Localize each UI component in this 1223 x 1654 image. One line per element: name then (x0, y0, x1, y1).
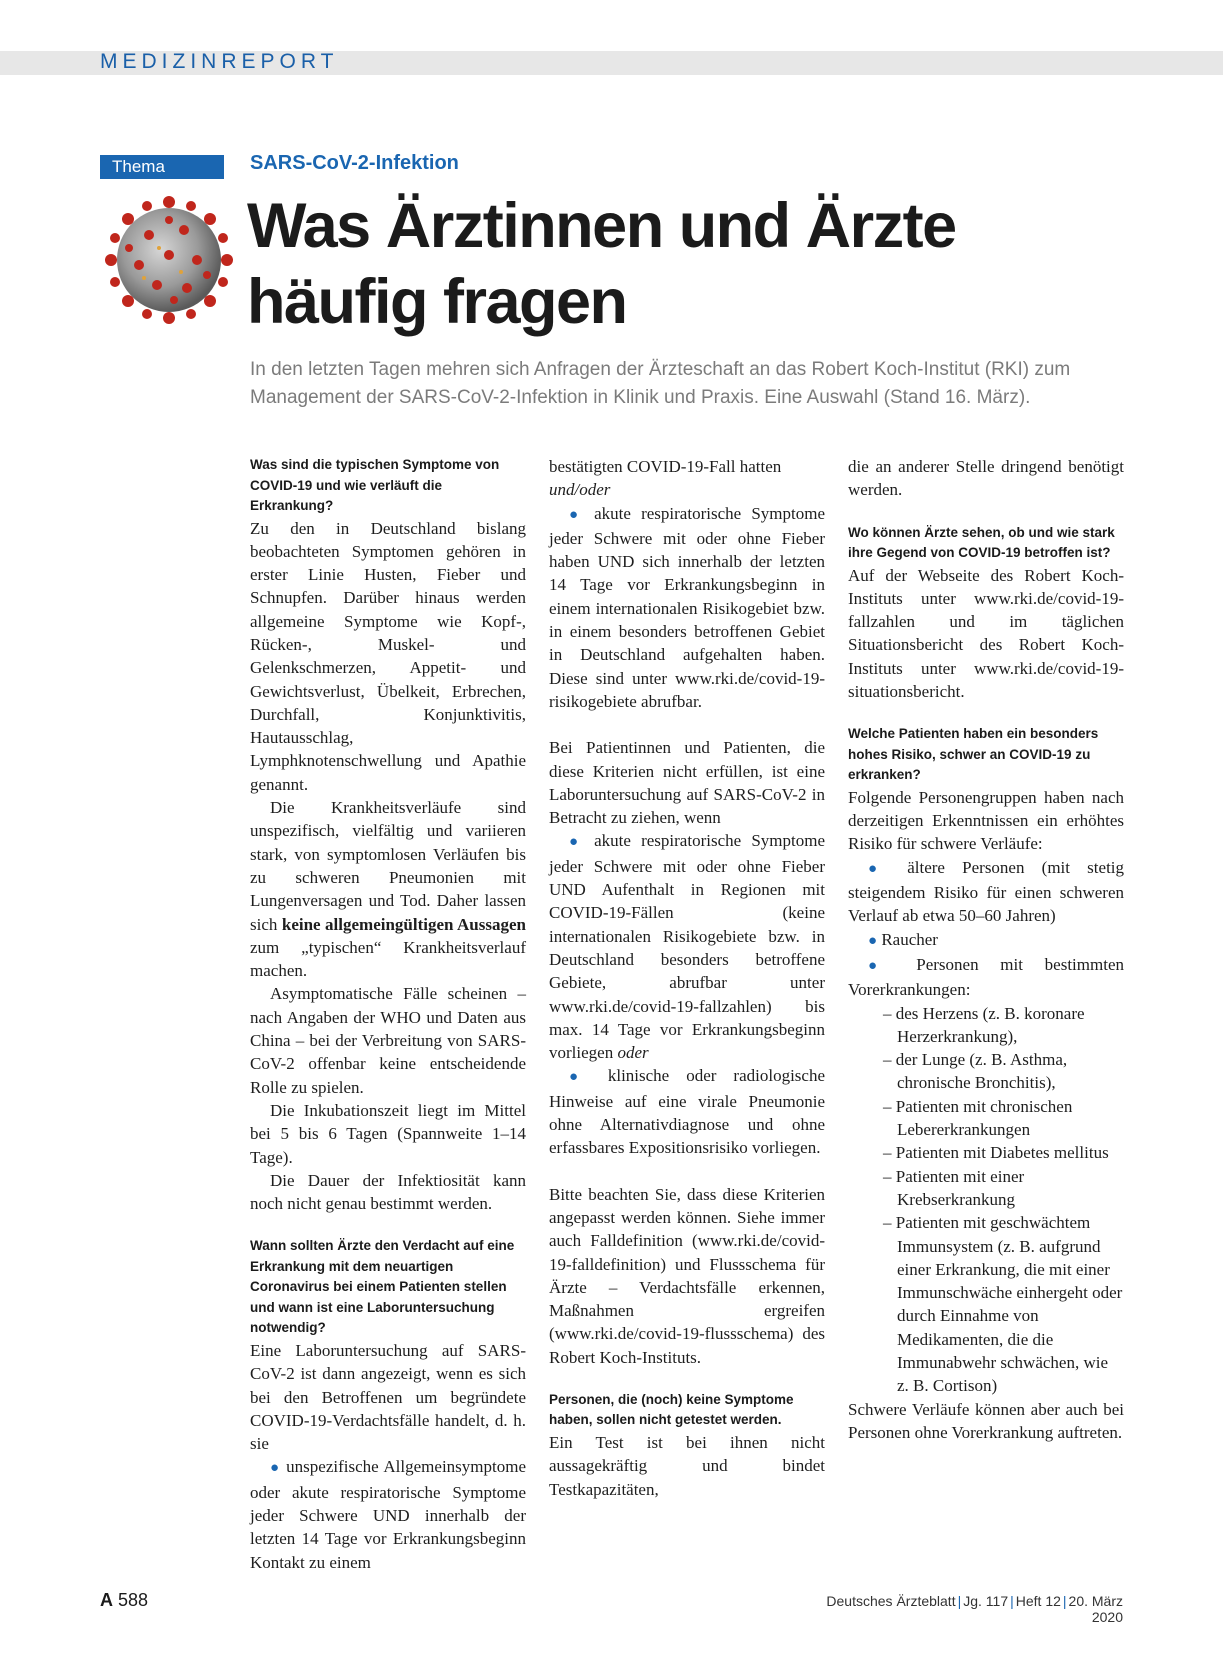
title-line-2: häufig fragen (247, 267, 627, 337)
paragraph: Asymptomatische Fälle scheinen – nach Angaben der WHO und Daten aus China – bei der Verbreitung von SARS-CoV-2 offenbar keine entscheidende Rolle zu spielen. (250, 984, 526, 1097)
question-heading: Wann sollten Ärzte den Verdacht auf eine Erkrankung mit dem neuartigen Coronavirus bei einem Patienten stellen und wann ist eine Laboruntersuchung notwendig? (250, 1238, 515, 1336)
title-line-1: Was Ärztinnen und Ärzte (247, 191, 956, 261)
bullet-icon: ● (868, 860, 891, 877)
dash-item: – Patienten mit geschwächtem Immunsystem (z. B. aufgrund einer Erkrankung, die mit einer Immunschwäche einhergeht oder durch Einnahme von Medikamenten, die die Immunabwehr schwächen, wie z. B. Cortison) (883, 1213, 1123, 1396)
bullet-item: ● unspezifische Allgemeinsymptome oder akute respiratorische Symptome jeder Schwere UND innerhalb der letzten 14 Tage vor Erkrankungsbeginn Kontakt zu einem (250, 1457, 526, 1572)
dash-item: – des Herzens (z. B. koronare Herzerkrankung), (883, 1003, 1085, 1046)
bullet-icon: ● (868, 932, 878, 949)
text-column-1 (250, 455, 526, 1574)
bullet-icon: ● (270, 1460, 281, 1477)
bullet-icon: ● (569, 1069, 591, 1086)
bullet-item: ● ältere Personen (mit stetig steigendem Risiko für einen schweren Verlauf ab etwa 50–60 Jahren) (848, 857, 1125, 926)
emphasis: keine allgemeingültigen Aussagen (281, 914, 526, 934)
coronavirus-icon (99, 190, 239, 330)
question-heading: Personen, die (noch) keine Symptome haben, sollen nicht getestet werden. (549, 1391, 794, 1428)
paragraph: die an anderer Stelle dringend benötigt werden. (848, 457, 1124, 500)
paragraph: Schwere Verläufe können aber auch bei Personen ohne Vorerkrankung auftreten. (848, 1399, 1124, 1442)
text-column-2 (549, 455, 825, 1501)
lead-paragraph: In den letzten Tagen mehren sich Anfragen der Ärzteschaft an das Robert Koch-Institut (RKI) zum Management der SARS-CoV-2-Infektion in Klinik und Praxis. Eine Auswahl (Stand 16. März). (250, 359, 1071, 408)
paragraph: bestätigten COVID-19-Fall hatten und/oder (549, 457, 782, 500)
paragraph: Zu den in Deutschland bislang beobachteten Symptomen gehören in erster Linie Husten, Fieber und Schnupfen. Darüber hinaus werden allgemeine Symptome wie Kopf-, Rücken-, Muskel- und Gelenkschmerzen, Appetit- und Gewichtsverlust, Übelkeit, Erbrechen, Durchfall, Konjunktivitis, Hautausschlag, Lymphknotenschwellung und Apathie genannt. (250, 518, 526, 794)
section-label: MEDIZINREPORT (100, 50, 339, 73)
journal-footer: Deutsches Ärzteblatt | Jg. 117 | Heft 12 | 20. März 2020 (826, 1593, 1123, 1625)
bullet-icon: ● (868, 957, 895, 974)
journal-volume: Jg. 117 (963, 1593, 1009, 1609)
paragraph: Eine Laboruntersuchung auf SARS-CoV-2 ist dann angezeigt, wenn es sich bei den Betroffenen um begründete COVID-19-Verdachtsfälle handelt, d. h. sie (250, 1340, 526, 1454)
question-heading: Wo können Ärzte sehen, ob und wie stark ihre Gegend von COVID-19 betroffen ist? (848, 524, 1115, 561)
bullet-item: ● akute respiratorische Symptome jeder Schwere mit oder ohne Fieber UND Aufenthalt in Regionen mit COVID-19-Fällen (keine internationalen Risikogebiete bzw. in Deutschland besonders betroffene Gebiete, abrufbar unter www.rki.de/covid-19-fallzahlen) bis max. 14 Tage vor Erkrankungsbeginn vorliegen oder (549, 831, 825, 1063)
paragraph: Folgende Personengruppen haben nach derzeitigen Erkenntnissen ein erhöhtes Risiko für schwere Verläufe: (848, 787, 1124, 854)
journal-name: Deutsches Ärzteblatt (826, 1593, 956, 1609)
page-title (247, 188, 1147, 340)
bullet-item: ● klinische oder radiologische Hinweise auf eine virale Pneumonie ohne Alternativdiagnose und ohne erfassbares Expositionsrisiko vorliegen. (549, 1066, 826, 1158)
kicker: SARS-CoV-2-Infektion (250, 152, 459, 174)
paragraph: Auf der Webseite des Robert Koch-Instituts unter www.rki.de/covid-19-fallzahlen und im täglichen Situationsbericht des Robert Koch-Instituts unter www.rki.de/covid-19-situationsbericht. (848, 565, 1124, 702)
question-heading: Welche Patienten haben ein besonders hohes Risiko, schwer an COVID-19 zu erkranken? (848, 726, 1099, 783)
page-number: A 588 (100, 1590, 149, 1610)
journal-issue: Heft 12 (1015, 1593, 1061, 1609)
dash-item: – der Lunge (z. B. Asthma, chronische Bronchitis), (883, 1050, 1068, 1093)
bullet-icon: ● (569, 506, 584, 523)
dash-item: – Patienten mit einer Krebserkrankung (883, 1166, 1025, 1209)
dash-item: – Patienten mit Diabetes mellitus (883, 1143, 1109, 1163)
bullet-icon: ● (569, 834, 584, 851)
bullet-item: ● Raucher (868, 929, 938, 949)
journal-date: 20. März 2020 (1068, 1593, 1123, 1625)
bullet-item: ● akute respiratorische Symptome jeder Schwere mit oder ohne Fieber haben UND sich innerhalb der letzten 14 Tage vor Erkrankungsbeginn in einem internationalen Risikogebiet bzw. in einem besonders betroffenen Gebiet in Deutschland aufgehalten haben. Diese sind unter www.rki.de/covid-19-risikogebiete abrufbar. (549, 503, 825, 711)
question-heading: Was sind die typischen Symptome von COVID-19 und wie verläuft die Erkrankung? (250, 457, 500, 513)
bullet-item: ● Personen mit bestimmten Vorerkrankungen: (848, 954, 1124, 1000)
paragraph: Bei Patientinnen und Patienten, die diese Kriterien nicht erfüllen, ist eine Laboruntersuchung auf SARS-CoV-2 in Betracht zu ziehen, wenn (549, 738, 825, 828)
paragraph: Bitte beachten Sie, dass diese Kriterien angepasst werden können. Siehe immer auch Falldefinition (www.rki.de/covid-19-falldefinition) und Flussschema für Ärzte – Verdachtsfälle erkennen, Maßnahmen ergreifen (www.rki.de/covid-19-flussschema) des Robert Koch-Instituts. (549, 1184, 825, 1367)
topic-tag: Thema (100, 155, 224, 179)
paragraph: Ein Test ist bei ihnen nicht aussagekräftig und bindet Testkapazitäten, (549, 1432, 825, 1499)
paragraph: Die Inkubationszeit liegt im Mittel bei 5 bis 6 Tagen (Spannweite 1–14 Tage). (250, 1100, 526, 1167)
dash-item: – Patienten mit chronischen Lebererkrankungen (883, 1096, 1073, 1140)
paragraph: Die Dauer der Infektiosität kann noch nicht genau bestimmt werden. (250, 1170, 526, 1214)
text-column-3 (848, 455, 1124, 1444)
paragraph: Die Krankheitsverläufe sind unspezifisch, vielfältig und variieren stark, von symptomlosen Verläufen bis zu schweren Pneumonien mit Lungenversagen und Tod. Daher lassen sich keine allgemeingültigen Aussagen zum „typischen“ Krankheitsverlauf machen. (250, 798, 526, 981)
